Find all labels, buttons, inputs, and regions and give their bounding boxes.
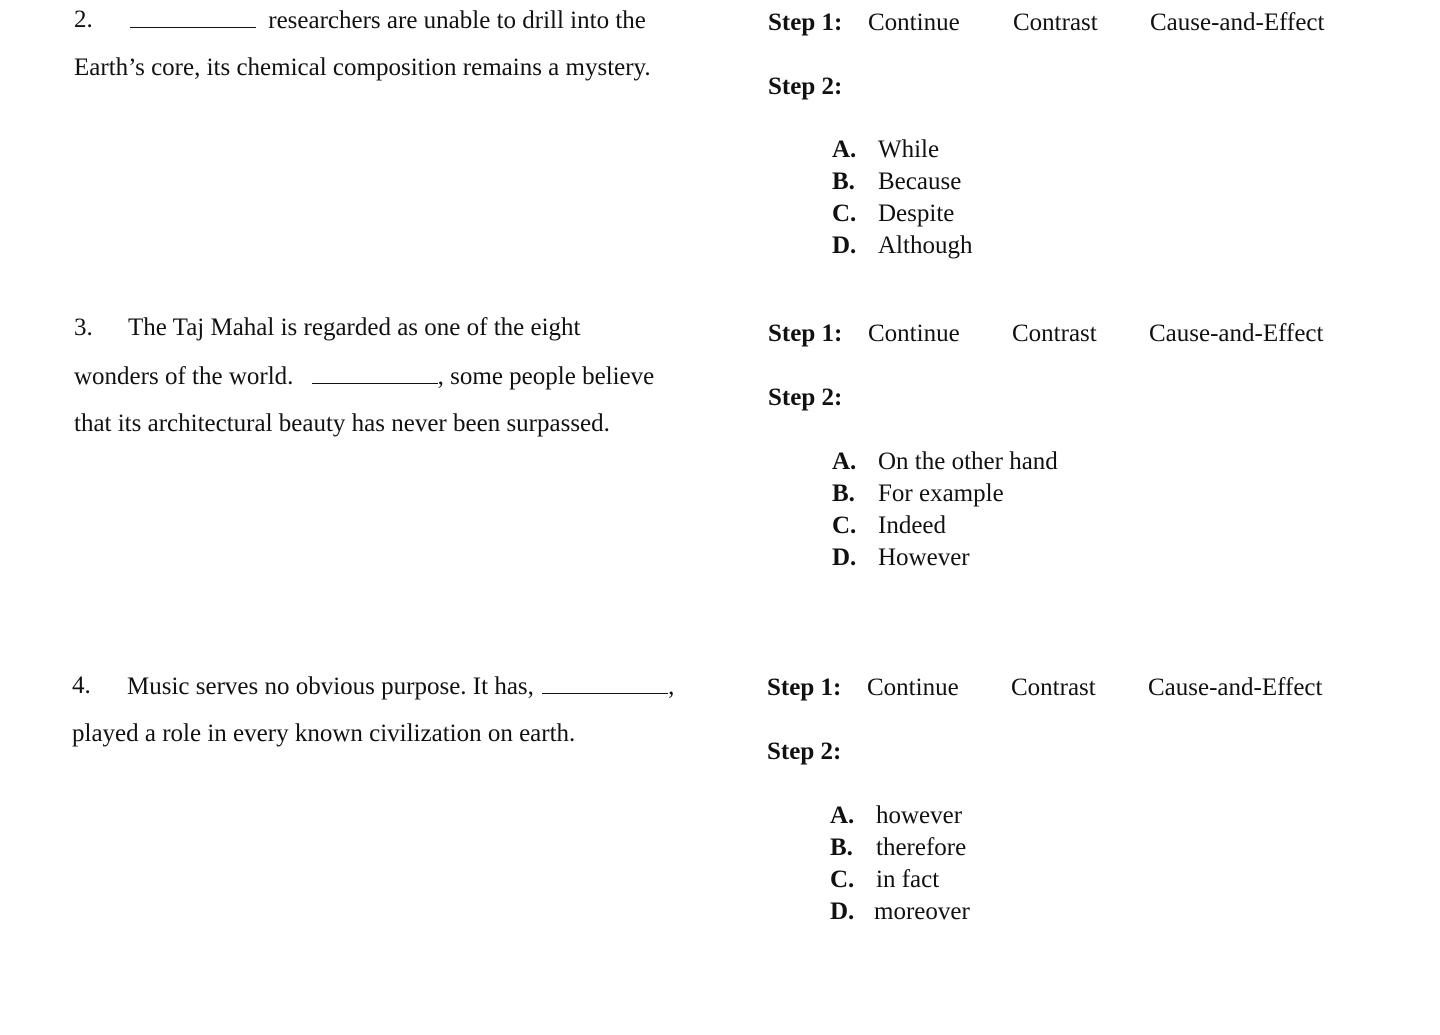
step2-label: Step 2:	[767, 738, 842, 765]
choice-text: therefore	[876, 834, 967, 861]
step2-label: Step 2:	[768, 73, 843, 100]
choice-d[interactable]	[830, 897, 970, 927]
step1-option-contrast[interactable]: Contrast	[1011, 674, 1096, 701]
step1-option-continue[interactable]: Continue	[868, 9, 960, 36]
choice-b[interactable]	[830, 833, 966, 863]
choice-c[interactable]	[830, 865, 939, 895]
answer-blank[interactable]	[312, 361, 438, 384]
step1-option-continue[interactable]: Continue	[868, 320, 960, 347]
step1-option-contrast[interactable]: Contrast	[1012, 320, 1097, 347]
choice-letter: B.	[832, 480, 855, 507]
choice-d[interactable]	[832, 543, 970, 573]
choice-text: Although	[878, 232, 973, 259]
question-number: 4.	[72, 672, 91, 699]
question-line-1	[127, 671, 674, 702]
choice-letter: A.	[832, 136, 857, 163]
choice-a[interactable]	[832, 447, 1058, 477]
choice-letter: D.	[830, 898, 855, 925]
choice-letter: C.	[832, 200, 857, 227]
question-line-2	[74, 361, 654, 392]
question-line-1: The Taj Mahal is regarded as one of the eight	[128, 314, 581, 341]
choice-letter: C.	[830, 866, 855, 893]
question-line-1	[130, 5, 646, 36]
sentence-text: Music serves no obvious purpose. It has,	[127, 673, 534, 700]
choice-letter: D.	[832, 232, 857, 259]
step2-label: Step 2:	[768, 384, 843, 411]
question-number: 2.	[74, 6, 93, 33]
step1-label: Step 1:	[768, 9, 843, 36]
choice-letter: A.	[830, 802, 855, 829]
choice-text: Indeed	[878, 512, 947, 539]
sentence-text: wonders of the world.	[74, 363, 294, 390]
choice-letter: D.	[832, 544, 857, 571]
sentence-text: ,	[668, 673, 675, 700]
answer-blank[interactable]	[542, 671, 668, 694]
choice-text: in fact	[876, 866, 940, 893]
choice-text: Because	[878, 168, 962, 195]
choice-text: moreover	[874, 898, 970, 925]
step1-row	[768, 8, 1368, 38]
choice-text: however	[876, 802, 963, 829]
choice-c[interactable]	[832, 199, 954, 229]
step1-option-contrast[interactable]: Contrast	[1013, 9, 1098, 36]
choice-letter: A.	[832, 448, 857, 475]
step1-row	[767, 673, 1367, 703]
choice-letter: B.	[830, 834, 853, 861]
step1-option-cause-effect[interactable]: Cause-and-Effect	[1149, 320, 1324, 347]
step1-label: Step 1:	[767, 674, 842, 701]
choice-a[interactable]	[830, 801, 962, 831]
step1-option-continue[interactable]: Continue	[867, 674, 959, 701]
choice-c[interactable]	[832, 511, 946, 541]
choice-b[interactable]	[832, 167, 961, 197]
choice-text: While	[878, 136, 940, 163]
sentence-text: , some people believe	[437, 363, 655, 390]
question-number: 3.	[74, 314, 93, 341]
step1-row	[768, 319, 1368, 349]
choice-a[interactable]	[832, 135, 939, 165]
question-line-2: played a role in every known civilization on earth.	[72, 720, 576, 747]
choice-letter: C.	[832, 512, 857, 539]
question-line-3: that its architectural beauty has never been surpassed.	[74, 410, 610, 437]
choice-text: On the other hand	[878, 448, 1058, 475]
choice-text: Despite	[878, 200, 955, 227]
choice-d[interactable]	[832, 231, 972, 261]
step1-option-cause-effect[interactable]: Cause-and-Effect	[1150, 9, 1325, 36]
step1-option-cause-effect[interactable]: Cause-and-Effect	[1148, 674, 1323, 701]
choice-text: However	[878, 544, 970, 571]
choice-letter: B.	[832, 168, 855, 195]
sentence-text: researchers are unable to drill into the	[268, 7, 646, 34]
choice-text: For example	[878, 480, 1004, 507]
question-line-2: Earth’s core, its chemical composition remains a mystery.	[74, 54, 651, 81]
step1-label: Step 1:	[768, 320, 843, 347]
choice-b[interactable]	[832, 479, 1004, 509]
answer-blank[interactable]	[130, 5, 256, 28]
